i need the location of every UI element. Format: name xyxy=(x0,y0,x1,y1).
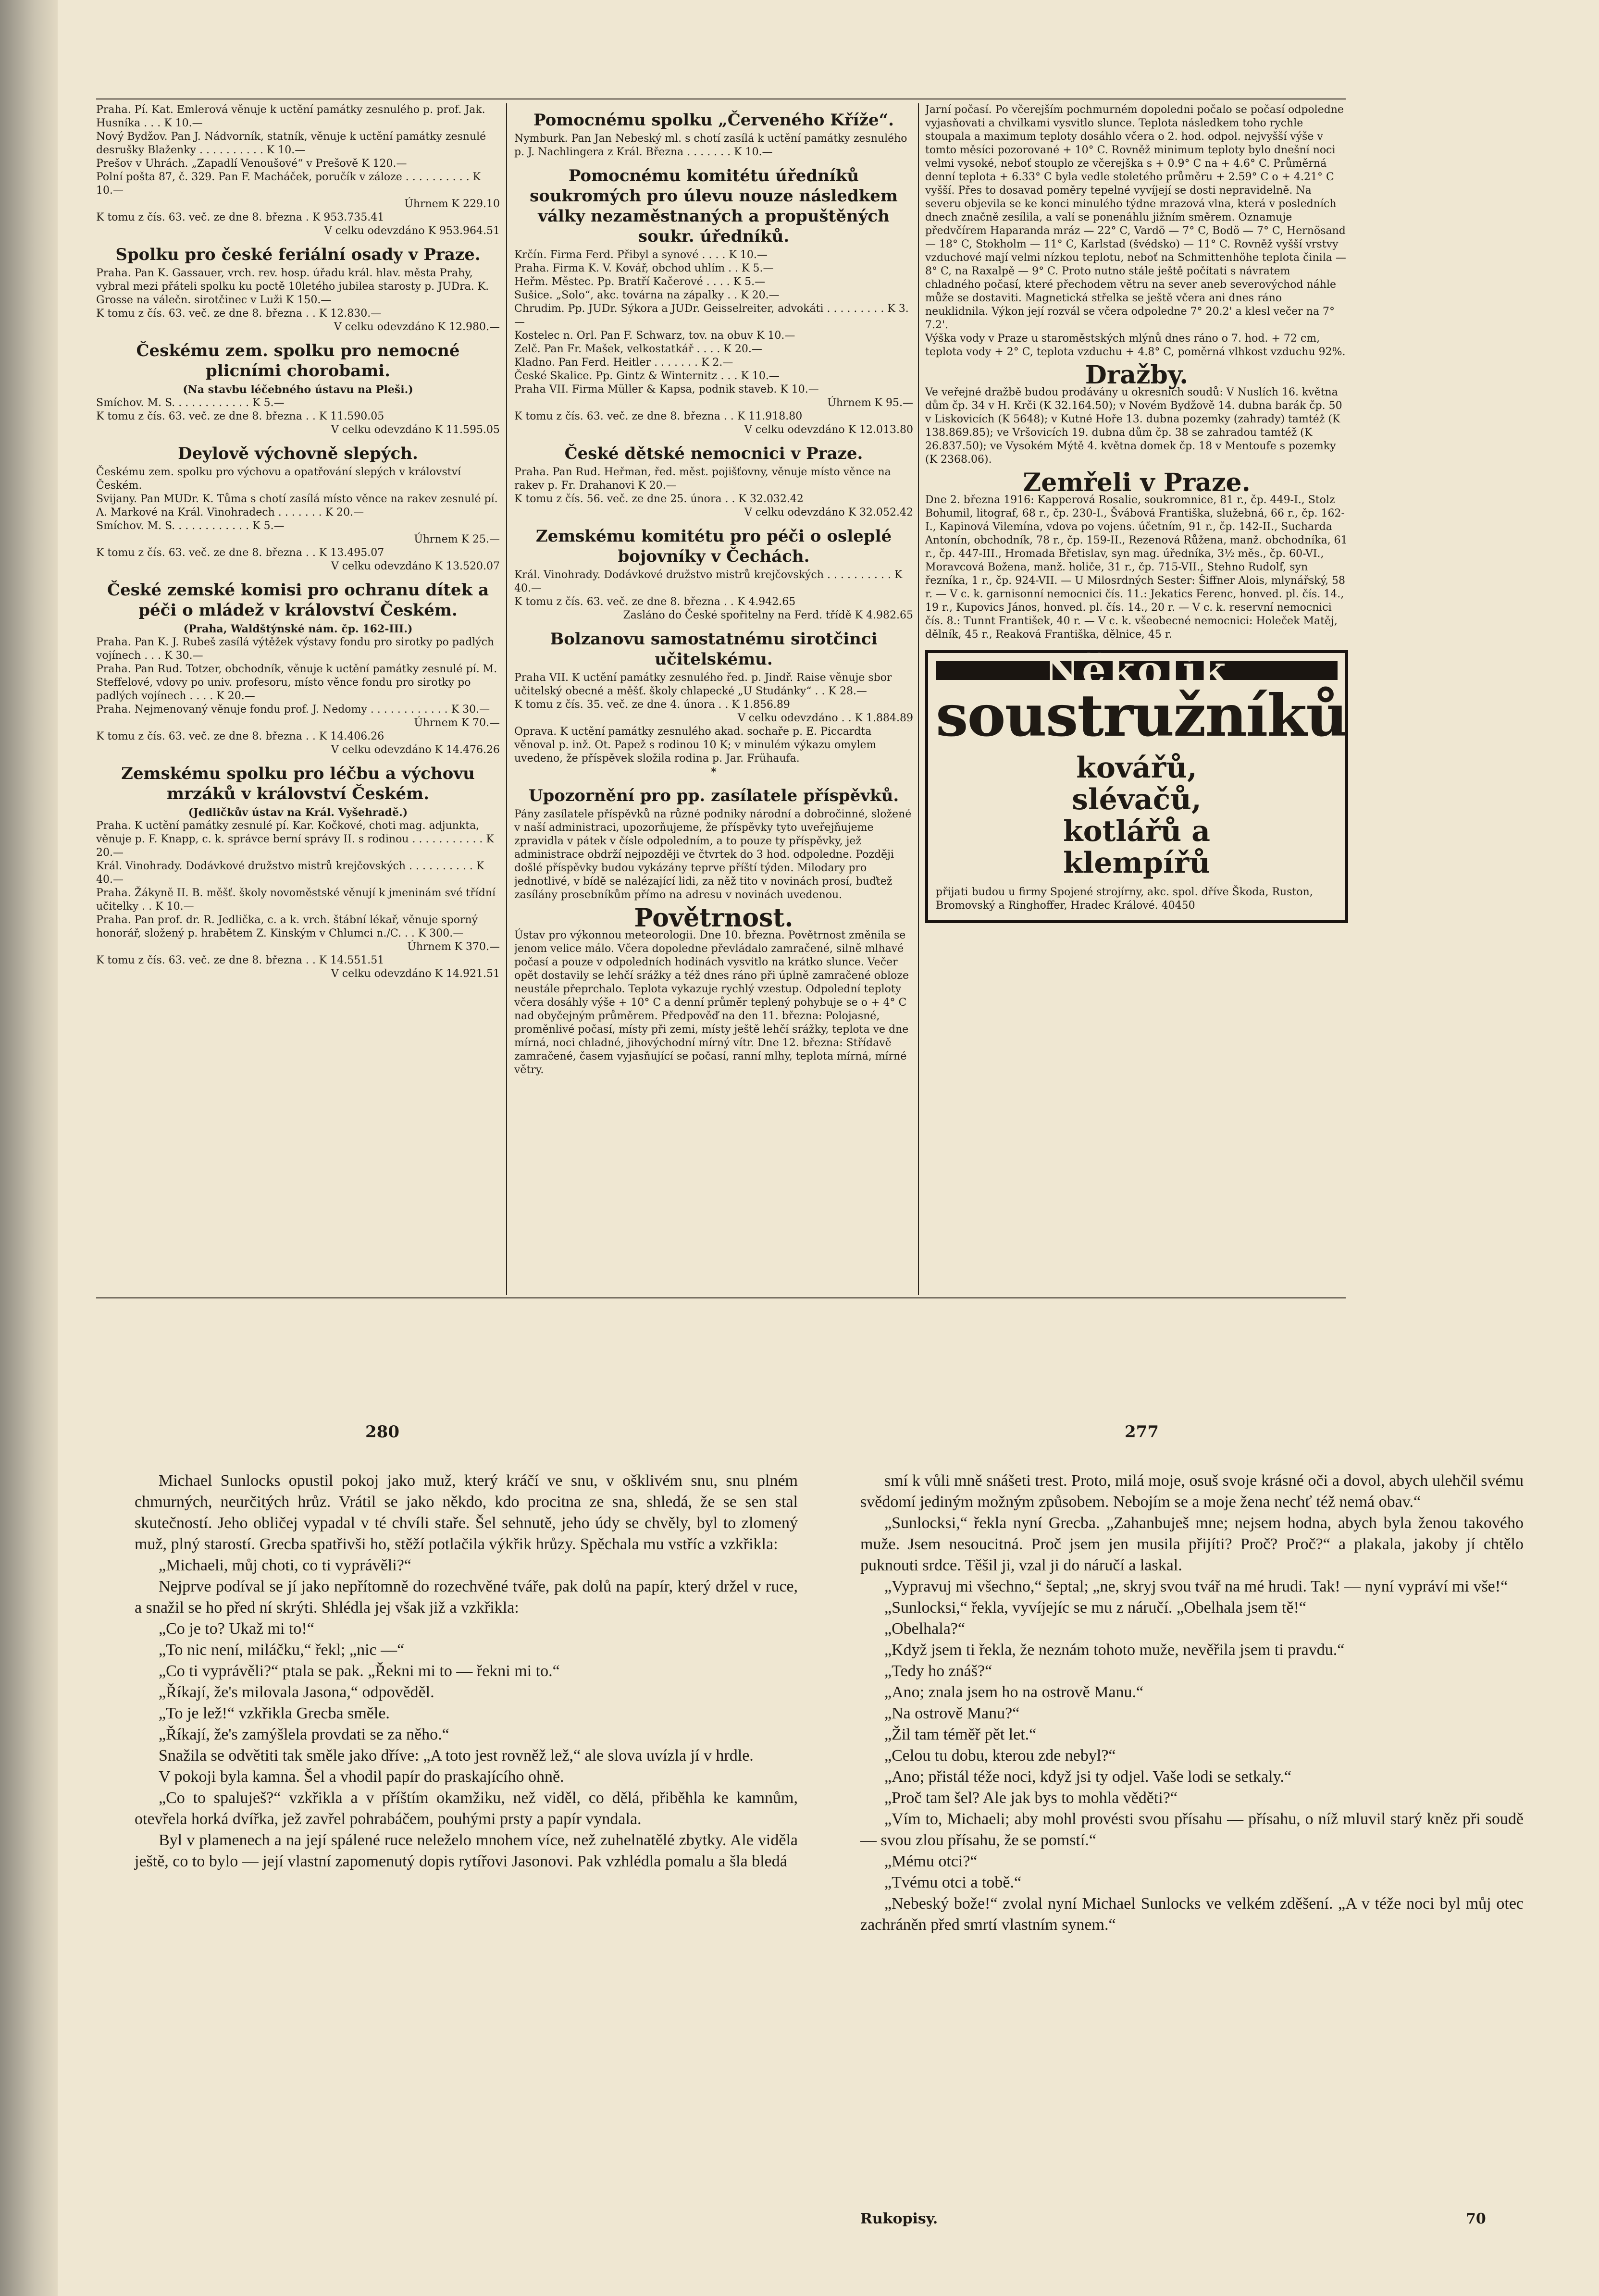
ad-headline: soustružníků xyxy=(936,682,1347,750)
entry-text: K tomu z čís. 63. več. ze dne 8. března . . K 12.830.— xyxy=(96,308,382,320)
entry-text: Chrudim. Pp. JUDr. Sýkora a JUDr. Geisselreiter, advokáti . . . . . . . . . K 3.— xyxy=(514,303,909,328)
section-heading: Deylově výchovně slepých. xyxy=(178,444,418,463)
entry-text: Úhrnem K 229.10 xyxy=(404,198,500,210)
entry-text: Jarní počasí. Po včerejším pochmurném dopoledni počalo se počasí odpoledne vyjasňovati a chvilkami vysvitlo slunce. Teplota následkem toho rychle stoupala a maximum teploty dosáhlo včera o 2. hod. odpol. nejvyšší výše v tomto měsíci pozorované + 10° C. Rovněž minimum teploty bylo dnešní noci velmi vysoké, neboť stouplo ze včerejška s + 0.9° C na + 4.6° C. Průměrná denní teplota + 6.33° C byla vedle stoletého průměru + 2.59° C o + 4.21° C vyšší. Přes to dosavad poměry tepelné vyvíjejí se dosti nepravidelně. Na severu objevila se ke konci minulého týdne mrazová vlna, která v posledních dnech značně zesílila, a valí se ponenáhlu jižním směrem. Oznamuje předvčírem Haparanda mráz — 22° C, Vardö — 7° C, Bodö — 7° C, Hernösand — 18° C, Stokholm — 11° C, Karlstad (švédsko) — 11° C. Rovněž vyšší vrstvy vzduchové mají velmi nízkou teplotu, neboť na Schmittenhöhe teplota činila — 8° C, na Raxalpě — 9° C. Proto nutno stále ještě počítati s návratem chladného počasí, které přechodem větru na sever aneb severovýchod náhle může se dostaviti. Magnetická střelka se ještě včera ani dnes ráno neuklidnila. Výkon její rozvál se včera odpoledne 7° 20.2' a klesl večer na 7° 7.2'. xyxy=(925,104,1346,331)
novel-paragraph: „Říkají, že's zamýšlela provdati se za něho.“ xyxy=(159,1726,449,1743)
novel-paragraph: „Co to spaluješ?“ vzkřikla a v příštím okamžiku, než viděl, co dělá, přiběhla ke kamnům, otevřela horká dvířka, jež zavřel pohrabáčem, pouhými prsty a papír vyndala. xyxy=(135,1789,798,1828)
entry-text: K tomu z čís. 63. več. ze dne 8. března . . K 11.590.05 xyxy=(96,410,384,422)
section-heading: České zemské komisi pro ochranu dítek a péči o mládež v království Českém. xyxy=(107,580,489,620)
novel-paragraph: „Sunlocksi,“ řekla nyní Grecba. „Zahanbuješ mne; nejsem hodna, abych byla ženou takového muže. Jsem nesoucitná. Proč jsem jen musila přijíti? Proč? Proč?“ a plakala, jakoby jí chtělo puknouti srdce. Těšil ji, vzal ji do náručí a laskal. xyxy=(860,1514,1524,1574)
entry-text: K tomu z čís. 63. več. ze dne 8. března . . K 14.551.51 xyxy=(96,954,384,966)
entry-text: Praha. Pan K. J. Rubeš zasílá výtěžek výstavy fondu pro sirotky po padlých vojínech . . . K 30.— xyxy=(96,636,495,662)
entry-text: Král. Vinohrady. Dodávkové družstvo mistrů krejčovských . . . . . . . . . . K 40.— xyxy=(96,860,484,886)
entry-text: Svijany. Pan MUDr. K. Tůma s chotí zasílá místo věnce na rakev zesnulé pí. A. Markové na Král. Vinohradech . . . . . . . K 20.— xyxy=(96,493,498,518)
entry-text: * xyxy=(711,766,717,778)
entry-text: Praha. K uctění památky zesnulé pí. Kar. Kočkové, choti mag. adjunkta, věnuje p. F. Knapp, c. k. správce berní správy II. s rodinou . . . . . . . . . . . K 20.— xyxy=(96,820,494,859)
entry-text: Ústav pro výkonnou meteorologii. Dne 10. března. Povětrnost změnila se jenom velice málo. Včera dopoledne převládalo zamračené, silně mlhavé počasí a pouze v odpoledních hodinách vysvitlo na krátko slunce. Večer opět dostavily se lehčí srážky a též dnes ráno při úplně zamračené obloze neustále přeprchalo. Teplota vykazuje rychlý vzestup. Odpolední teploty včera dosáhly výše + 10° C a denní průměr teplený pohybuje se o + 4° C nad obyčejným průměrem. Předpověď na den 11. března: Polojasné, proměnlivé počasí, místy při zemi, místy ještě lehčí srážky, teplota ve dne mírná, noci chladné, jihovýchodní mírný vítr. Dne 12. března: Střídavě zamračené, časem vyjasňující se počasí, ranní mlhy, teplota mírná, mírné větry. xyxy=(514,929,909,1076)
entry-text: V celku odevzdáno K 13.520.07 xyxy=(331,560,500,572)
novel-paragraph: smí k vůli mně snášeti trest. Proto, milá moje, osuš svoje krásné oči a dovol, abych ulehčil svému svědomí jediným možným způsobem. Nebojím se a moje žena nechť též nemá obav.“ xyxy=(860,1472,1524,1511)
entry-text: Kladno. Pan Ferd. Heitler . . . . . . . K 2.— xyxy=(514,357,733,369)
entry-text: Smíchov. M. S. . . . . . . . . . . . K 5.— xyxy=(96,397,285,409)
section-heading: Upozornění pro pp. zasílatele příspěvků. xyxy=(528,786,899,805)
entry-text: Praha. Pan Rud. Totzer, obchodník, věnuje k uctění památky zesnulé pí. M. Steffelové, vdovy po univ. profesoru, místo věnce fondu pro sirotky po padlých vojínech . . . . K 20.— xyxy=(96,663,497,702)
section-heading: České dětské nemocnici v Praze. xyxy=(564,444,863,463)
ad-trade-3: kotlářů a xyxy=(1063,815,1210,848)
column-donations-1 xyxy=(96,103,500,1295)
entry-text: Oprava. K uctění památky zesnulého akad. sochaře p. E. Piccardta věnoval p. inž. Ot. Papež s rodinou 10 K; v minulém výkazu omylem uvedeno, že příspěvek složila rodina p. Jar. Frühaufa. xyxy=(514,726,877,765)
entry-text: V celku odevzdáno . . K 1.884.89 xyxy=(737,712,913,724)
entry-text: Praha. Firma K. V. Kovář, obchod uhlím . . K 5.— xyxy=(514,262,774,274)
entry-text: Praha VII. Firma Müller & Kapsa, podnik staveb. K 10.— xyxy=(514,383,819,395)
novel-paragraph: „Když jsem ti řekla, že neznám tohoto muže, nevěřila jsem ti pravdu.“ xyxy=(884,1641,1345,1659)
novel-paragraph: „To nic není, miláčku,“ řekl; „nic —“ xyxy=(159,1641,405,1659)
novel-paragraph: „Nebeský bože!“ zvolal nyní Michael Sunlocks ve velkém zděšení. „A v téže noci byl můj otec zachráněn před smrtí vlastním synem.“ xyxy=(860,1895,1524,1934)
section-heading: Povětrnost. xyxy=(634,903,793,933)
novel-paragraph: „Celou tu dobu, kterou zde nebyl?“ xyxy=(884,1747,1116,1765)
novel-paragraph: „Obelhala?“ xyxy=(884,1620,965,1638)
entry-text: V celku odevzdáno K 32.052.42 xyxy=(744,506,913,518)
novel-paragraph: Snažila se odvětiti tak směle jako dříve: „A toto jest rovněž lež,“ ale slova uvízla jí v hrdle. xyxy=(159,1747,754,1765)
section-heading: Bolzanovu samostatnému sirotčinci učitelskému. xyxy=(550,630,878,669)
entry-text: Sušice. „Solo“, akc. továrna na zápalky . . K 20.— xyxy=(514,289,780,301)
section-heading: Pomocnému komitétu úředníků soukromých pro úlevu nouze následkem války nezaměstnaných a propuštěných soukr. úředníků. xyxy=(530,166,898,246)
entry-text: V celku odevzdáno K 14.921.51 xyxy=(331,968,500,980)
job-advertisement xyxy=(925,650,1348,923)
novel-paragraph: Byl v plamenech a na její spálené ruce neleželo mnohem více, než zuhelnatělé zbytky. Ale viděla ještě, co to bylo — její vlastní zapomenutý dopis rytířovi Jasonovi. Pak vzhlédla pomalu a šla bledá xyxy=(135,1831,798,1870)
ad-trade-1: kovářů, xyxy=(1076,751,1197,785)
novel-paragraph: „Ano; přistál téže noci, když jsi ty odjel. Vaše lodi se setkaly.“ xyxy=(884,1768,1291,1786)
novel-paragraph: „To je lež!“ vzkřikla Grecba směle. xyxy=(159,1704,390,1722)
entry-text: Zasláno do České spořitelny na Ferd. třídě K 4.982.65 xyxy=(623,609,913,621)
section-heading: Zemřeli v Praze. xyxy=(1023,468,1251,497)
entry-text: (Praha, Waldštýnské nám. čp. 162-III.) xyxy=(183,623,413,635)
column-3-body xyxy=(925,103,1348,642)
entry-text: V celku odevzdáno K 953.964.51 xyxy=(324,225,500,237)
entry-text: K tomu z čís. 35. več. ze dne 4. února . . K 1.856.89 xyxy=(514,699,790,711)
novel-paragraph: „Ano; znala jsem ho na ostrově Manu.“ xyxy=(884,1683,1144,1701)
column-rule-1 xyxy=(506,103,507,1295)
entry-text: K tomu z čís. 63. več. ze dne 8. března . . K 14.406.26 xyxy=(96,730,384,742)
novel-paragraph: V pokoji byla kamna. Šel a vhodil papír do praskajícího ohně. xyxy=(159,1768,564,1786)
entry-text: Heřm. Městec. Pp. Bratří Kačerové . . . . K 5.— xyxy=(514,276,766,288)
entry-text: V celku odevzdáno K 12.013.80 xyxy=(744,424,913,436)
book-binding xyxy=(0,0,58,2296)
entry-text: Zelč. Pan Fr. Mašek, velkostatkář . . . . K 20.— xyxy=(514,343,762,355)
entry-text: V celku odevzdáno K 12.980.— xyxy=(334,321,500,333)
ad-trade-2: slévačů, xyxy=(1072,783,1202,816)
entry-text: Úhrnem K 70.— xyxy=(414,717,500,729)
entry-text: K tomu z čís. 63. več. ze dne 8. března . . K 11.918.80 xyxy=(514,410,803,422)
entry-text: Úhrnem K 370.— xyxy=(407,941,500,953)
entry-text: Praha. Pan Rud. Heřman, řed. měst. pojišťovny, věnuje místo věnce na rakev p. Fr. Drahanovi K 20.— xyxy=(514,466,891,492)
footer-left: Rukopisy. xyxy=(860,2210,938,2227)
entry-text: Ve veřejné dražbě budou prodávány u okresních soudů: V Nuslích 16. května dům čp. 34 v H. Krči (K 32.164.50); v Novém Bydžově 14. dubna barák čp. 50 v Liskovicích (K 5648); v Kutné Hoře 13. dubna pozemky (zahrady) tamtéž (K 138.869.85); ve Vršovicích 19. dubna dům čp. 38 se zahradou tamtéž (K 26.837.50); ve Vysokém Mýtě 4. května domek čp. 18 v Mentoufe s pozemky (K 2368.06). xyxy=(925,386,1342,466)
entry-text: Prešov v Uhrách. „Zapadlí Venoušové“ v Prešově K 120.— xyxy=(96,158,407,170)
section-heading: Pomocnému spolku „Červeného Kříže“. xyxy=(533,111,894,130)
novel-paragraph: „Vím to, Michaeli; aby mohl provésti svou přísahu — přísahu, o níž mluvil starý kněz při soudě — svou zlou přísahu, že se pomstí.“ xyxy=(860,1810,1524,1849)
entry-text: Praha. Pan K. Gassauer, vrch. rev. hosp. úřadu král. hlav. města Prahy, vybral mezi přáteli spolku ku poctě 10letého jubilea starosty p. JUDra. K. Grosse na válečn. sirotčinec v Luži K 150.— xyxy=(96,267,489,306)
entry-text: K tomu z čís. 63. več. ze dne 8. března . . K 4.942.65 xyxy=(514,596,796,608)
novel-text-right xyxy=(860,1470,1524,1936)
entry-text: K tomu z čís. 63. več. ze dne 8. března . K 953.735.41 xyxy=(96,211,384,223)
entry-text: České Skalice. Pp. Gintz & Winternitz . . . K 10.— xyxy=(514,370,780,382)
novel-paragraph: „Na ostrově Manu?“ xyxy=(884,1704,1020,1722)
footer-right: 70 xyxy=(1466,2210,1486,2227)
column-donations-2 xyxy=(514,103,913,1295)
novel-paragraph: „Mému otci?“ xyxy=(884,1852,978,1870)
novel-paragraph: „Tvému otci a tobě.“ xyxy=(884,1874,1022,1891)
section-heading: Českému zem. spolku pro nemocné plicními chorobami. xyxy=(136,341,460,381)
page-number-right: 277 xyxy=(1125,1422,1159,1442)
entry-text: Nymburk. Pan Jan Nebeský ml. s chotí zasílá k uctění památky zesnulého p. J. Nachlingera z Král. Března . . . . . . . K 10.— xyxy=(514,133,907,158)
entry-text: (Jedličkův ústav na Král. Vyšehradě.) xyxy=(188,806,408,819)
ad-trade-4: klempířů xyxy=(1063,846,1210,880)
bottom-rule xyxy=(96,1297,1346,1298)
ad-title: Několik xyxy=(936,661,1338,680)
entry-text: Král. Vinohrady. Dodávkové družstvo mistrů krejčovských . . . . . . . . . . K 40.— xyxy=(514,569,903,594)
entry-text: Kostelec n. Orl. Pan F. Schwarz, tov. na obuv K 10.— xyxy=(514,330,795,342)
section-heading: Zemskému spolku pro léčbu a výchovu mrzáků v království Českém. xyxy=(121,764,475,803)
entry-text: Pány zasílatele příspěvků na různé podniky národní a dobročinné, složené v naší administraci, upozorňujeme, že příspěvky tyto uveřejňujeme zpravidla v pátek v čísle odpoledním, a to pouze ty příspěvky, jež administrace obdrží nejpozději ve čtvrtek do 3 hod. odpoledne. Později došlé příspěvky budou vykázány teprve příští týden. Milodary pro jednotlivé, v bídě se nalézající lidi, za něž tito v novinách prosí, buďtež zasílány prosebníkům přímo na adresu v novinách uvedenou. xyxy=(514,808,912,901)
entry-text: Polní pošta 87, č. 329. Pan F. Macháček, poručík v záloze . . . . . . . . . . K 10.— xyxy=(96,171,481,197)
section-heading: Zemskému komitétu pro péči o osleplé bojovníky v Čechách. xyxy=(535,527,892,566)
novel-paragraph: „Proč tam šel? Ale jak bys to mohla věděti?“ xyxy=(884,1789,1178,1807)
entry-text: (Na stavbu léčebného ústavu na Pleši.) xyxy=(183,383,413,396)
column-rule-2 xyxy=(918,103,919,1295)
page-number-left: 280 xyxy=(365,1422,399,1442)
novel-paragraph: „Michaeli, můj choti, co ti vyprávěli?“ xyxy=(159,1556,411,1574)
novel-paragraph: „Tedy ho znáš?“ xyxy=(884,1662,992,1680)
entry-text: Praha. Žákyně II. B. měšť. školy novoměstské věnují k jmeninám své třídní učitelky . . K 10.— xyxy=(96,887,496,913)
ad-footer: přijati budou u firmy Spojené strojírny, akc. spol. dříve Škoda, Ruston, Bromovský a Ringhoffer, Hradec Králové. 40450 xyxy=(936,886,1313,912)
entry-text: Praha. Pí. Kat. Emlerová věnuje k uctění památky zesnulého p. prof. Jak. Husníka . . . K 10.— xyxy=(96,104,485,129)
entry-text: Nový Bydžov. Pan J. Nádvorník, statník, věnuje k uctění památky zesnulé desrušky Blaženky . . . . . . . . . . K 10.— xyxy=(96,131,486,156)
novel-paragraph: „Co ti vyprávěli?“ ptala se pak. „Řekni mi to — řekni mi to.“ xyxy=(159,1662,560,1680)
novel-paragraph: „Vypravuj mi všechno,“ šeptal; „ne, skryj svou tvář na mé hrudi. Tak! — nyní vypráví mi vše!“ xyxy=(884,1578,1508,1595)
novel-paragraph: „Žil tam téměř pět let.“ xyxy=(884,1726,1037,1743)
section-heading: Dražby. xyxy=(1085,360,1189,390)
entry-text: Výška vody v Praze u staroměstských mlýnů dnes ráno o 7. hod. + 72 cm, teplota vody + 2° C, teplota vzduchu + 4.8° C, poměrná vlhkost vzduchu 92%. xyxy=(925,333,1346,358)
entry-text: Českému zem. spolku pro výchovu a opatřování slepých v království Českém. xyxy=(96,466,461,492)
column-weather-auctions xyxy=(925,103,1348,1295)
novel-paragraph: Nejprve podíval se jí jako nepřítomně do rozechvěné tváře, pak dolů na papír, který držel v ruce, a snažil se ho před ní skrýti. Shlédla jej však již a vzkřikla: xyxy=(135,1578,798,1617)
entry-text: K tomu z čís. 63. več. ze dne 8. března . . K 13.495.07 xyxy=(96,547,384,559)
entry-text: Praha. Pan prof. dr. R. Jedlička, c. a k. vrch. štábní lékař, věnuje sporný honorář, složený p. hrabětem Z. Kinským v Chlumci n./C. . . K 300.— xyxy=(96,914,478,939)
entry-text: Smíchov. M. S. . . . . . . . . . . . K 5.— xyxy=(96,520,285,532)
entry-text: V celku odevzdáno K 11.595.05 xyxy=(331,424,500,436)
novel-text-left xyxy=(135,1470,798,1872)
novel-paragraph: Michael Sunlocks opustil pokoj jako muž, který kráčí ve snu, v ošklivém snu, snu plném chmurných, neurčitých hrůz. Vrátil se jako někdo, kdo procitna ze sna, shledá, že se sen stal skutečností. Jeho obličej vypadal v té chvíli staře. Šel sehnutě, jeho údy se chvěly, byl to zlomený muž, plný starostí. Grecba spatřivši ho, stěží potlačila výkřik hrůzy. Spěchala mu vstříc a vzkřikla: xyxy=(135,1472,798,1553)
section-heading: Spolku pro české feriální osady v Praze. xyxy=(115,245,481,264)
entry-text: V celku odevzdáno K 14.476.26 xyxy=(331,744,500,756)
novel-paragraph: „Sunlocksi,“ řekla, vyvíjejíc se mu z náručí. „Obelhala jsem tě!“ xyxy=(884,1599,1307,1617)
entry-text: K tomu z čís. 56. več. ze dne 25. února . . K 32.032.42 xyxy=(514,493,804,505)
entry-text: Praha VII. K uctění památky zesnulého řed. p. Jindř. Raise věnuje sbor učitelský obecné a měšť. školy chlapecké „U Studánky“ . . K 28.— xyxy=(514,672,892,697)
novel-paragraph: „Co je to? Ukaž mi to!“ xyxy=(159,1620,314,1638)
novel-paragraph: „Říkají, že's milovala Jasona,“ odpověděl. xyxy=(159,1683,434,1701)
entry-text: Praha. Nejmenovaný věnuje fondu prof. J. Nedomy . . . . . . . . . . . . K 30.— xyxy=(96,704,490,716)
entry-text: Úhrnem K 95.— xyxy=(827,397,913,409)
entry-text: Úhrnem K 25.— xyxy=(414,533,500,545)
entry-text: Dne 2. března 1916: Kapperová Rosalie, soukromnice, 81 r., čp. 449-I., Stolz Bohumil, litograf, 68 r., čp. 230-I., Švábová Františka, služebná, 66 r., čp. 162-I., Kapinová Vilemína, vdova po vojens. účetním, 91 r., čp. 142-II., Suchardа Antonín, obchodník, 78 r., čp. 159-II., Rezenová Růžena, manž. obchodníka, 61 r., čp. 447-III., Hromada Břetislav, syn mag. úředníka, 3½ měs., čp. 60-VI., Moravcová Božena, manž. holiče, 31 r., čp. 715-VII., Stehno Rudolf, syn řezníka, 1 r., čp. 924-VII. — U Milosrdných Sester: Šiffner Alois, mlynářský, 58 r. — V c. k. garnisonní nemocnici čís. 11.: Jekatics Ferenc, honved. pl. čís. 14., 19 r., Kupovics János, honved. pl. čís. 14., 20 r. — V c. k. reservní nemocnici čís. 8.: Tunnt František, 40 r. — V c. k. všeobecné nemocnici: Holeček Matěj, dělník, 45 r., Reaková Františka, dělnice, 45 r. xyxy=(925,494,1348,641)
entry-text: Krčín. Firma Ferd. Přibyl a synové . . . . K 10.— xyxy=(514,249,768,261)
